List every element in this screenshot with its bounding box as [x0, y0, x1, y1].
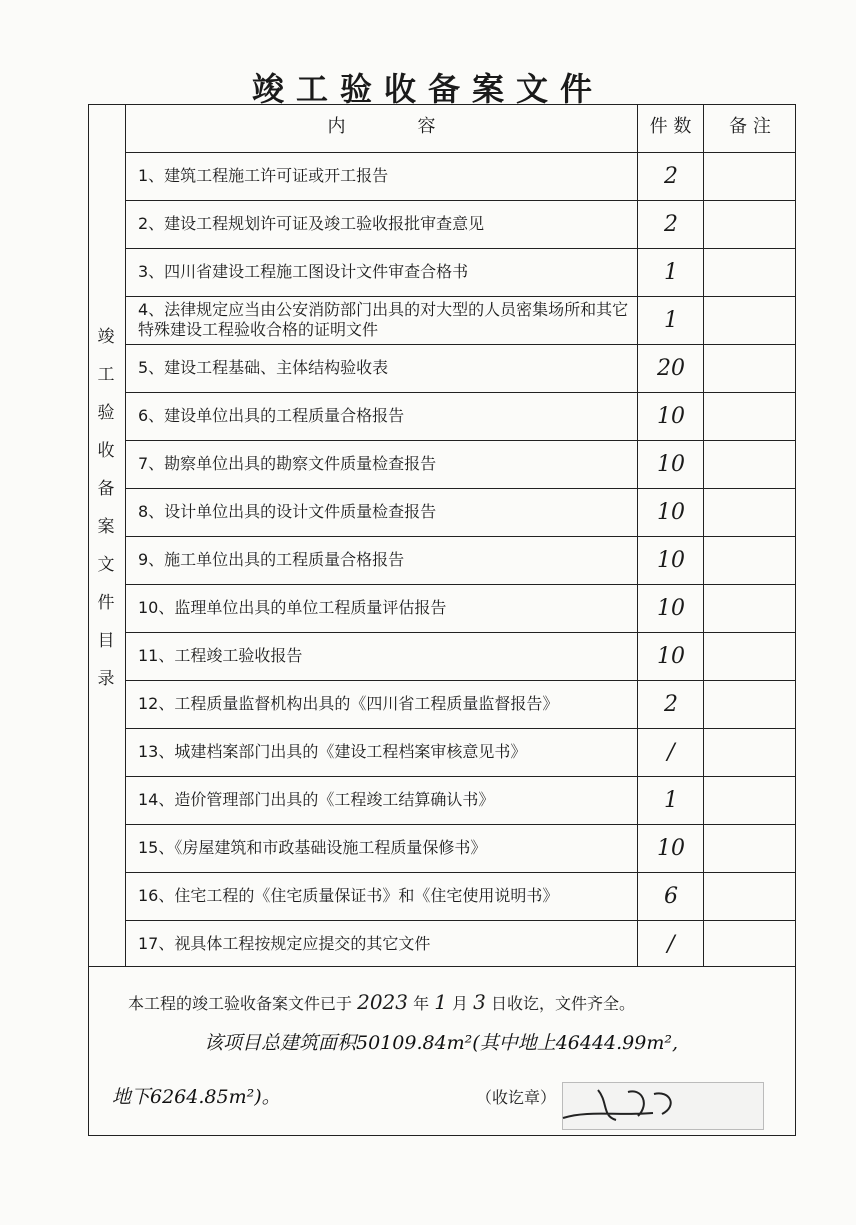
table-row-count: 10 [657, 595, 685, 621]
table-row-count: / [667, 931, 675, 957]
header-content: 内 容 [327, 116, 436, 137]
table-row-item: 11、工程竣工验收报告 [138, 646, 303, 665]
table-row-count: 10 [657, 643, 685, 669]
header-remarks: 备 注 [729, 116, 771, 137]
table-row-count: 1 [664, 787, 678, 813]
table-row-item: 15、《房屋建筑和市政基础设施工程质量保修书》 [138, 838, 487, 857]
footer-month: 1 [434, 990, 447, 1014]
table-row-item: 9、施工单位出具的工程质量合格报告 [138, 550, 405, 569]
table-row-count: 20 [657, 355, 685, 381]
side-label-char: 备 [97, 479, 115, 499]
signature-mark [558, 1080, 698, 1132]
footer-suffix: 日收讫，文件齐全。 [490, 994, 635, 1013]
side-label-char: 件 [97, 593, 115, 613]
table-row-count: 10 [657, 547, 685, 573]
stamp-label: （收讫章） [476, 1088, 557, 1107]
table-row-count: 2 [664, 691, 678, 717]
handwritten-note-line2: 地下6264.85m²)。 [112, 1086, 281, 1108]
side-label-char: 目 [97, 631, 115, 651]
table-row-item: 10、监理单位出具的单位工程质量评估报告 [138, 598, 447, 617]
table-row-item: 6、建设单位出具的工程质量合格报告 [138, 406, 405, 425]
footer-year: 2023 [357, 990, 409, 1014]
side-label-char: 案 [97, 517, 115, 537]
table-row-item: 7、勘察单位出具的勘察文件质量检查报告 [138, 454, 437, 473]
table-row-item: 2、建设工程规划许可证及竣工验收报批审查意见 [138, 214, 485, 233]
document-title: 竣工验收备案文件 [251, 70, 604, 108]
table-row-count: 1 [664, 259, 678, 285]
table-row-item: 4、法律规定应当由公安消防部门出具的对大型的人员密集场所和其它特殊建设工程验收合格的证明文件 [138, 300, 629, 339]
table-row-count: 2 [664, 163, 678, 189]
header-count: 件 数 [649, 116, 692, 137]
table-row-count: 10 [657, 835, 685, 861]
table-row-count: / [667, 739, 675, 765]
footer-receipt-line [128, 990, 635, 1014]
table-row-item: 5、建设工程基础、主体结构验收表 [138, 358, 389, 377]
table-row-item: 13、城建档案部门出具的《建设工程档案审核意见书》 [138, 742, 527, 761]
table-row-count: 6 [664, 883, 678, 909]
remarks-divider [703, 104, 704, 966]
side-label-char: 录 [97, 669, 115, 689]
table-row-count: 10 [657, 499, 685, 525]
table-row-count: 10 [657, 451, 685, 477]
footer-day: 3 [473, 990, 486, 1014]
handwritten-note-line1: 该项目总建筑面积50109.84m²(其中地上46444.99m², [204, 1032, 679, 1054]
table-row-item: 1、建筑工程施工许可证或开工报告 [138, 166, 389, 185]
side-divider [125, 104, 126, 966]
footer-month-unit: 月 [452, 994, 469, 1013]
table-row-count: 1 [664, 307, 678, 333]
table-row-count: 2 [664, 211, 678, 237]
side-label-char: 竣 [97, 327, 115, 347]
footer-prefix: 本工程的竣工验收备案文件已于 [128, 994, 353, 1013]
side-label-char: 文 [97, 555, 115, 575]
footer-year-unit: 年 [413, 994, 430, 1013]
table-row-item: 16、住宅工程的《住宅质量保证书》和《住宅使用说明书》 [138, 886, 559, 905]
side-label-char: 收 [97, 441, 115, 461]
table-row-count: 10 [657, 403, 685, 429]
table-row-item: 3、四川省建设工程施工图设计文件审查合格书 [138, 262, 469, 281]
table-row-item: 14、造价管理部门出具的《工程竣工结算确认书》 [138, 790, 495, 809]
table-row-item: 17、视具体工程按规定应提交的其它文件 [138, 934, 431, 953]
side-label-char: 验 [97, 403, 115, 423]
side-label-char: 工 [97, 365, 115, 385]
table-row-item: 12、工程质量监督机构出具的《四川省工程质量监督报告》 [138, 694, 559, 713]
table-row-item: 8、设计单位出具的设计文件质量检查报告 [138, 502, 437, 521]
